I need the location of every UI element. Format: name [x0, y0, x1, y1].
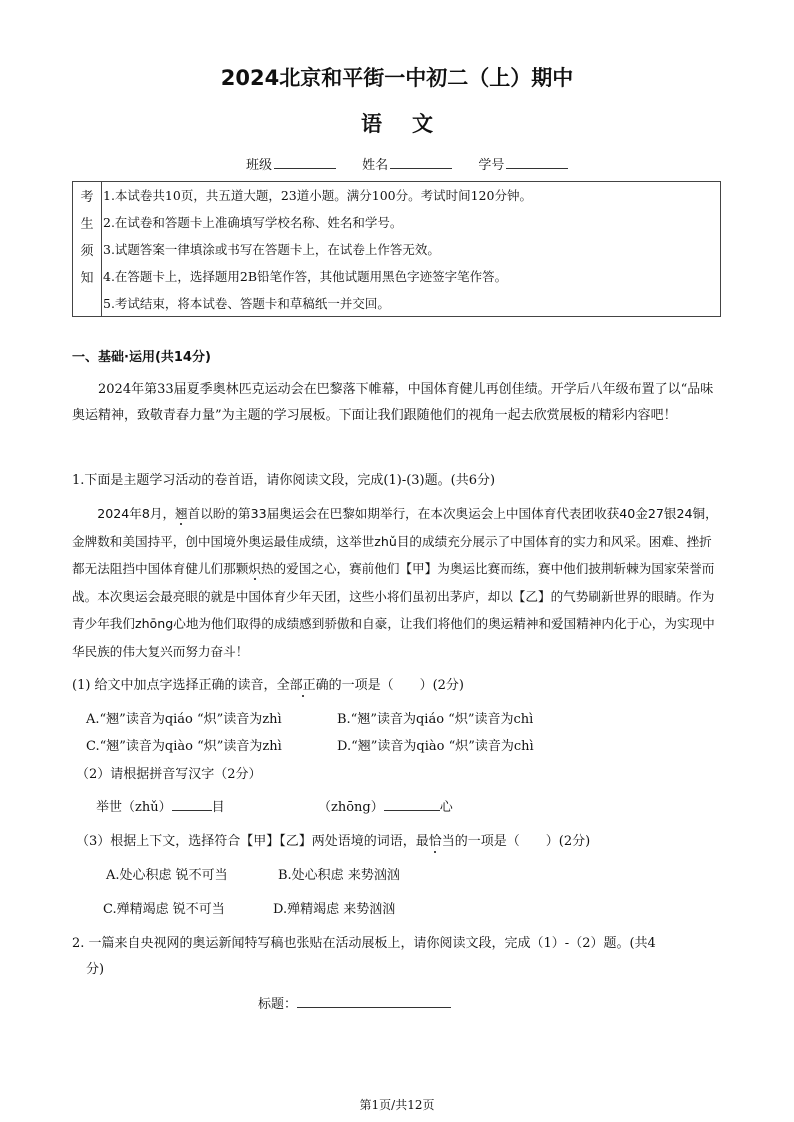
option-b[interactable]: B.处心积虑 来势汹汹 [278, 868, 400, 883]
title-label: 标题： [258, 997, 298, 1012]
notice-label-char: 知 [80, 271, 94, 286]
question-1-stem: 1.下面是主题学习活动的卷首语，请你阅读文段，完成(1)-(3)题。(共6分) [72, 473, 496, 488]
notice-item: 4.在答题卡上，选择题用2B铅笔作答，其他试题用黑色字迹签字笔作答。 [103, 269, 508, 284]
dotted-char: 翘 [175, 506, 188, 521]
student-id-label: 学号 [478, 158, 505, 173]
exam-subject: 语文 [361, 112, 463, 136]
section-heading: 一、基础·运用(共14分) [72, 350, 211, 365]
option-a[interactable]: A.处心积虑 锐不可当 [106, 868, 228, 883]
title-answer-row [258, 993, 451, 1012]
notice-item: 5.考试结束，将本试卷、答题卡和草稿纸一并交回。 [103, 296, 390, 311]
pinyin-prompt: （zhōng） [318, 800, 384, 815]
question-2-stem: 2. 一篇来自央视网的奥运新闻特写稿也张贴在活动展板上，请你阅读文段，完成（1）-（2）题。(共4 [72, 936, 656, 951]
notice-label-column [73, 182, 102, 316]
intro-text: 2024年第33届夏季奥林匹克运动会在巴黎落下帷幕，中国体育健儿再创佳绩。开学后八年级布置了以“品味奥运精神，致敬青春力量”为主题的学习展板。下面让我们跟随他们的视角一起去欣赏展板的精彩内容吧！ [72, 382, 714, 423]
stem-segment: （3）根据上下文，选择符合【甲】【乙】两处语境的词语， [76, 834, 416, 849]
pinyin-item-1 [96, 796, 225, 815]
subquestion-3-stem [76, 830, 590, 849]
subquestion-1-stem [72, 674, 464, 693]
exam-title: 2024北京和平街一中初二（上）期中 [220, 66, 574, 90]
option-d[interactable]: D.“翘”读音为qiào “炽”读音为chì [337, 739, 534, 754]
answer-blank[interactable] [172, 798, 212, 811]
pinyin-suffix: 目 [211, 800, 225, 815]
subquestion-2-stem: （2）请根据拼音写汉字（2分） [76, 767, 262, 782]
pinyin-suffix: 心 [439, 800, 453, 815]
question-2-stem-cont: 分) [86, 962, 105, 977]
option-b[interactable]: B.“翘”读音为qiáo “炽”读音为chì [337, 712, 534, 727]
name-field[interactable] [390, 156, 452, 169]
option-a[interactable]: A.“翘”读音为qiáo “炽”读音为zhì [86, 712, 282, 727]
stem-segment: 的一项是（ ）(2分) [328, 678, 464, 693]
option-c[interactable]: C.殚精竭虑 锐不可当 [103, 902, 225, 917]
notice-item: 3.试题答案一律填涂或书写在答题卡上，在试卷上作答无效。 [103, 242, 440, 257]
option-d[interactable]: D.殚精竭虑 来势汹汹 [273, 902, 396, 917]
stem-segment: (1) 给文中加点字选择正确的读音， [72, 678, 277, 693]
notice-label-char: 须 [80, 244, 94, 259]
passage-segment: 2024年8月， [97, 506, 176, 521]
page-number: 第1页/共12页 [359, 1098, 435, 1112]
notice-label-char: 考 [80, 190, 94, 205]
answer-blank[interactable] [384, 798, 440, 811]
student-id-field[interactable] [506, 156, 568, 169]
option-c[interactable]: C.“翘”读音为qiào “炽”读音为zhì [86, 739, 282, 754]
reading-passage [72, 500, 722, 665]
section-intro [72, 377, 722, 429]
notice-item: 1.本试卷共10页，共五道大题，23道小题。满分100分。考试时间120分钟。 [103, 188, 532, 203]
student-info-row [246, 154, 590, 173]
pinyin-prompt: 举世（zhǔ） [96, 800, 172, 815]
pinyin-item-2 [318, 796, 453, 815]
dotted-emphasis: 全部正确 [276, 678, 329, 693]
dotted-emphasis: 最恰当 [415, 834, 455, 849]
name-label: 姓名 [362, 158, 389, 173]
notice-item: 2.在试卷和答题卡上准确填写学校名称、姓名和学号。 [103, 215, 403, 230]
title-blank[interactable] [297, 995, 451, 1008]
exam-notice-box [72, 181, 721, 317]
passage-text [72, 500, 722, 665]
passage-segment: 首以盼的第33届奥运会在巴黎如期举行，在本次奥运会上中国体育代表团收获40金27银24铜，金牌数和美国持平，创中国境外奥运最佳成绩，这举世zhǔ目的成绩充分展示了中国体育的实力和风采。困难、挫折都无法阻挡中国体育健儿们那颗 [72, 506, 718, 576]
class-label: 班级 [246, 158, 273, 173]
passage-segment: 热的爱国之心，赛前他们【甲】为奥运比赛而练，赛中他们披荆斩棘为国家荣誉而战。本次奥运会最亮眼的就是中国体育少年天团，这些小将们虽初出茅庐，却以【乙】的气势刷新世界的眼睛。作为青少年我们zhōng心地为他们取得的成绩感到骄傲和自豪，让我们将他们的奥运精神和爱国精神内化于心，为实现中华民族的伟大复兴而努力奋斗！ [72, 561, 715, 659]
dotted-char: 炽 [248, 561, 261, 576]
notice-label-char: 生 [80, 217, 94, 232]
class-field[interactable] [274, 156, 336, 169]
stem-segment: 的一项是（ ）(2分) [454, 834, 591, 849]
